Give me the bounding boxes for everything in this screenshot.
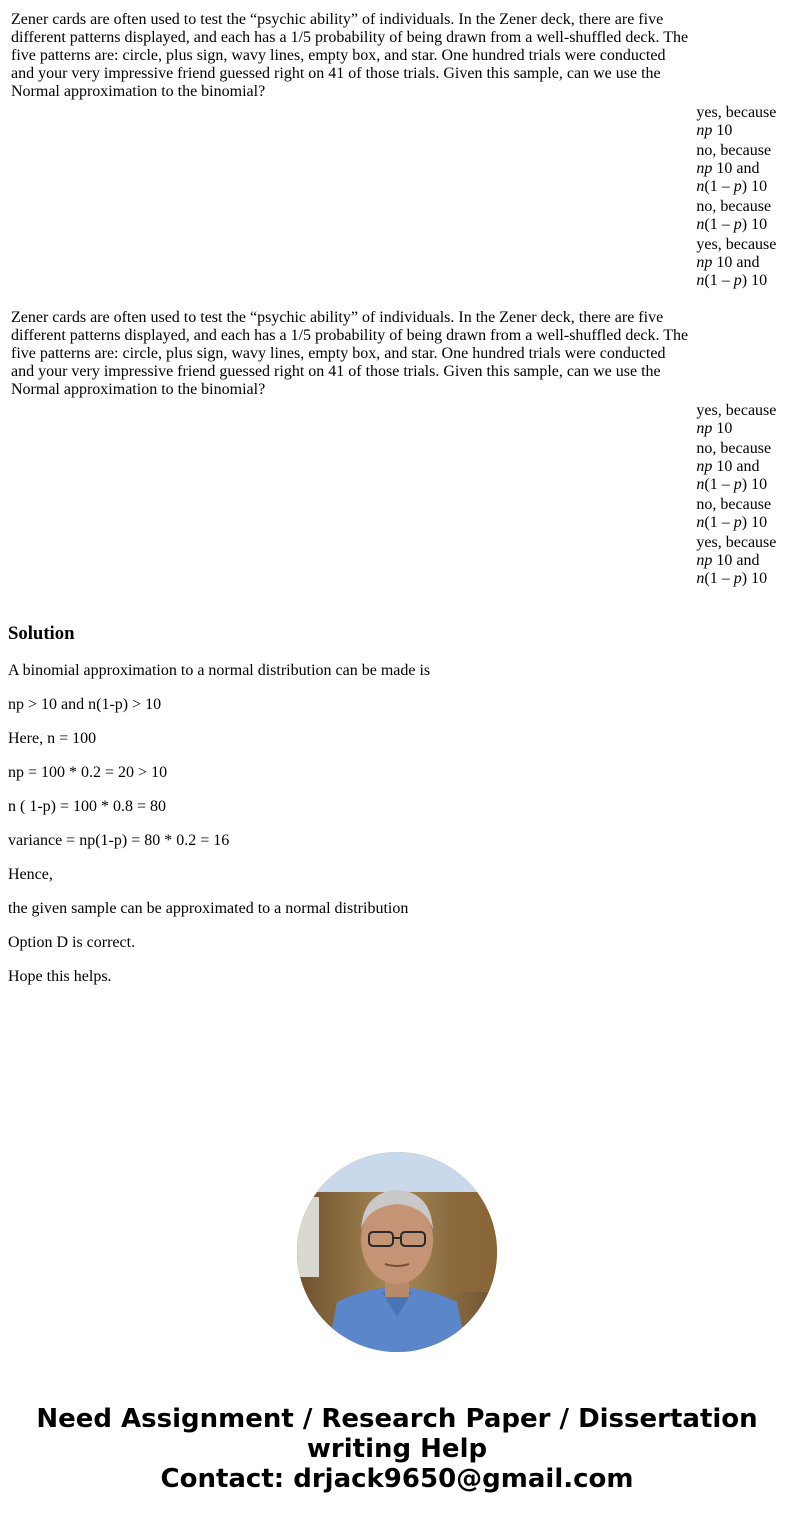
option-b-p: p (733, 178, 742, 195)
option-b-var2: n (696, 476, 705, 493)
solution-line: n ( 1-p) = 100 * 0.8 = 80 (8, 798, 167, 815)
option-d-p: p (733, 570, 742, 587)
question-text: Zener cards are often used to test the “psychic ability” of individuals. In the Zener deck, there are five different patterns displayed, and each has a 1/5 probability of being drawn from a well-shuffled deck. The five patterns are: circle, plus sign, wavy lines, empty box, and star. One hundred trials were conducted and your very impressive friend guessed right on 41 of those trials. Given this sample, can we use the Normal approximation to the binomial? (11, 309, 689, 398)
option-d-tail: 10 and (712, 254, 760, 271)
option-b-var: np (696, 458, 713, 475)
option-a-var: np (696, 420, 713, 437)
solution-line: Hence, (8, 866, 53, 883)
solution-heading: Solution (8, 623, 75, 644)
option-a-var: np (696, 122, 713, 139)
option-b-p: p (733, 476, 742, 493)
option-b-mid: (1 – (704, 178, 734, 195)
option-d-var2: n (696, 570, 705, 587)
question-table-1 (8, 8, 788, 295)
solution-line: Option D is correct. (8, 934, 136, 951)
banner-line-2: writing Help (306, 1434, 488, 1464)
option-b-tail: 10 and (712, 458, 760, 475)
option-b-var2: n (696, 178, 705, 195)
option-d-mid: (1 – (704, 570, 734, 587)
option-a[interactable] (696, 104, 785, 140)
solution-line: np = 100 * 0.2 = 20 > 10 (8, 764, 168, 781)
option-b-prefix: no, because (696, 142, 772, 159)
option-d[interactable] (696, 534, 785, 588)
option-c-prefix: no, because (696, 198, 772, 215)
option-d-var: np (696, 552, 713, 569)
option-c-mid: (1 – (704, 216, 734, 233)
option-c-tail: ) 10 (741, 216, 768, 233)
solution-line: Hope this helps. (8, 968, 112, 985)
option-b-tail2: ) 10 (741, 476, 768, 493)
option-c-var: n (696, 216, 705, 233)
banner-line-1: Need Assignment / Research Paper / Dissertation (36, 1404, 758, 1434)
option-b-tail2: ) 10 (741, 178, 768, 195)
solution-line: Here, n = 100 (8, 730, 97, 747)
option-d[interactable] (696, 236, 785, 290)
option-b[interactable] (696, 440, 785, 494)
option-d-var: np (696, 254, 713, 271)
option-c-var: n (696, 514, 705, 531)
option-a-prefix: yes, because (696, 104, 777, 121)
option-d-tail2: ) 10 (741, 570, 768, 587)
option-d-prefix: yes, because (696, 236, 777, 253)
option-d-var2: n (696, 272, 705, 289)
option-d-tail2: ) 10 (741, 272, 768, 289)
author-photo (297, 1152, 497, 1352)
option-c-p: p (733, 216, 742, 233)
solution-line: np > 10 and n(1-p) > 10 (8, 696, 162, 713)
question-text: Zener cards are often used to test the “psychic ability” of individuals. In the Zener deck, there are five different patterns displayed, and each has a 1/5 probability of being drawn from a well-shuffled deck. The five patterns are: circle, plus sign, wavy lines, empty box, and star. One hundred trials were conducted and your very impressive friend guessed right on 41 of those trials. Given this sample, can we use the Normal approximation to the binomial? (11, 11, 689, 100)
option-d-mid: (1 – (704, 272, 734, 289)
option-d-p: p (733, 272, 742, 289)
option-c-tail: ) 10 (741, 514, 768, 531)
banner-contact[interactable]: Contact: drjack9650@gmail.com (160, 1464, 634, 1494)
option-c-p: p (733, 514, 742, 531)
author-photo-illustration (297, 1152, 497, 1352)
photo-carving (447, 1192, 497, 1292)
option-c-mid: (1 – (704, 514, 734, 531)
option-b[interactable] (696, 142, 785, 196)
solution-line: the given sample can be approximated to a normal distribution (8, 900, 409, 917)
option-c[interactable] (696, 198, 785, 234)
option-d-tail: 10 and (712, 552, 760, 569)
option-a[interactable] (696, 402, 785, 438)
option-a-prefix: yes, because (696, 402, 777, 419)
photo-ceiling (297, 1152, 497, 1192)
option-b-var: np (696, 160, 713, 177)
option-d-prefix: yes, because (696, 534, 777, 551)
contact-banner (0, 1404, 794, 1494)
photo-switchboard (297, 1197, 319, 1277)
solution-line: A binomial approximation to a normal distribution can be made is (8, 662, 431, 679)
option-a-tail: 10 (712, 420, 733, 437)
answer-options (695, 104, 786, 293)
option-c-prefix: no, because (696, 496, 772, 513)
option-b-tail: 10 and (712, 160, 760, 177)
answer-options (695, 402, 786, 591)
question-table-2 (8, 306, 788, 593)
option-b-mid: (1 – (704, 476, 734, 493)
solution-line: variance = np(1-p) = 80 * 0.2 = 16 (8, 832, 230, 849)
option-b-prefix: no, because (696, 440, 772, 457)
option-c[interactable] (696, 496, 785, 532)
option-a-tail: 10 (712, 122, 733, 139)
